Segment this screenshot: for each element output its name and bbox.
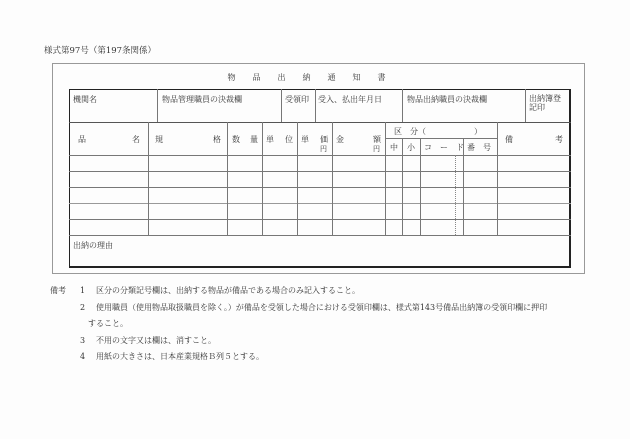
note-text: 使用職員（使用物品取扱職員を除く。）が備品を受領した場合における受領印欄は、様式第143号備品出納簿の受領印欄に押印 — [96, 302, 548, 312]
divider — [148, 122, 149, 235]
header-char: 金 — [336, 135, 344, 144]
divider — [69, 203, 571, 204]
header-number: 番 号 — [467, 143, 491, 152]
note-number: 4 — [80, 352, 86, 361]
header-category-middle: 中 — [390, 143, 398, 152]
form-label: 様式第97号（第197条関係） — [44, 46, 157, 56]
header-char: 単 — [301, 135, 309, 144]
header-char: 単 — [266, 135, 274, 144]
header-unit — [266, 134, 293, 145]
header-char: 格 — [213, 135, 221, 144]
divider — [315, 89, 316, 122]
note-number: 3 — [80, 335, 86, 345]
officer-decision-label: 物品出納職員の決裁欄 — [407, 95, 487, 104]
note-number: 2 — [80, 302, 86, 312]
divider — [69, 122, 571, 123]
divider — [227, 122, 228, 235]
note-text: 不用の文字又は欄は、消すこと。 — [96, 335, 216, 345]
reason-label: 出納の理由 — [73, 241, 113, 250]
divider — [497, 122, 498, 235]
receipt-seal-label: 受領印 — [285, 95, 309, 104]
notes-label: 備考 — [50, 286, 66, 295]
header-char: 品 — [78, 135, 86, 144]
header-char: 規 — [155, 135, 163, 144]
divider — [525, 89, 526, 122]
note-text: 用紙の大きさは、日本産業規格Ｂ列５とする。 — [96, 352, 264, 361]
header-category-small: 小 — [407, 143, 415, 152]
header-item-name — [78, 134, 140, 145]
divider — [385, 122, 386, 235]
divider — [420, 138, 421, 235]
unit-price-yen: 円 — [320, 145, 327, 153]
form-table — [69, 89, 571, 268]
manager-decision-label: 物品管理職員の決裁欄 — [162, 95, 242, 104]
form-title: 物品出納通知書 — [227, 73, 403, 82]
divider — [69, 171, 571, 172]
notes — [50, 283, 547, 366]
header-char: 備 — [505, 135, 513, 144]
divider — [332, 122, 333, 235]
divider — [69, 155, 571, 156]
header-char: 名 — [132, 135, 140, 144]
header-char: 価 — [320, 135, 328, 144]
header-char: 考 — [555, 135, 563, 144]
ledger-seal-label: 出納簿登記印 — [529, 94, 561, 112]
header-char: 位 — [285, 135, 293, 144]
agency-label: 機関名 — [73, 95, 97, 104]
date-label: 受入、払出年月日 — [318, 95, 382, 104]
header-quantity — [232, 134, 258, 145]
note-text-continued: すること。 — [88, 319, 128, 328]
divider — [297, 122, 298, 235]
header-spec — [155, 134, 221, 145]
header-remarks — [505, 134, 563, 145]
divider — [402, 89, 403, 122]
divider — [455, 155, 456, 235]
divider — [402, 138, 403, 235]
divider — [157, 89, 158, 122]
header-category: 区 分（ ） — [394, 127, 482, 136]
divider — [69, 235, 571, 236]
amount-yen: 円 — [373, 145, 380, 153]
header-char: 数 — [232, 135, 240, 144]
note-number: 1 — [80, 286, 86, 295]
header-code: コ ー ド — [424, 143, 464, 152]
divider — [281, 89, 282, 122]
divider — [262, 122, 263, 235]
note-text: 区分の分類記号欄は、出納する物品が備品である場合のみ記入すること。 — [96, 286, 360, 295]
divider — [69, 219, 571, 220]
header-char: 量 — [250, 135, 258, 144]
divider — [69, 187, 571, 188]
header-char: 額 — [373, 135, 381, 144]
